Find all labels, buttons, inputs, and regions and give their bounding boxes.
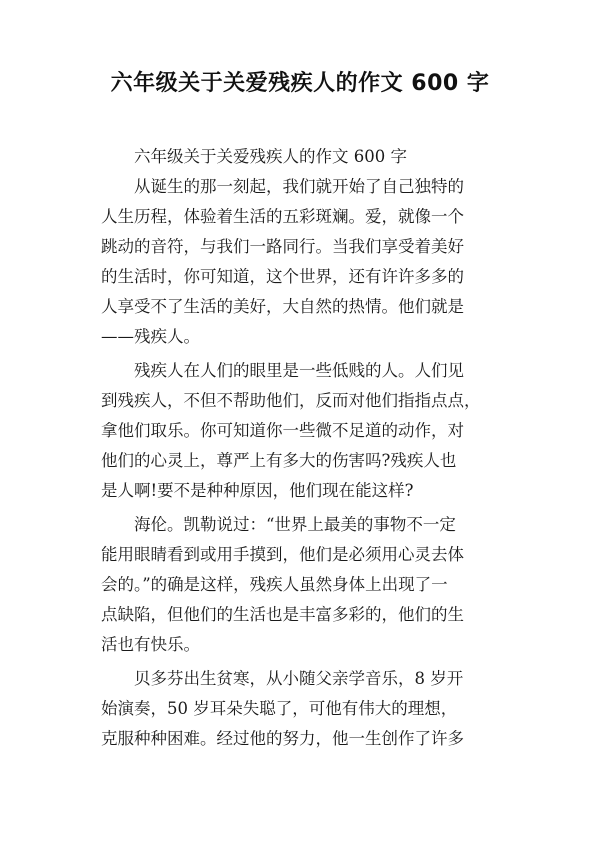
paragraph-line: 克服种种困难。经过他的努力，他一生创作了许多 xyxy=(101,729,464,748)
paragraph-line: 跳动的音符，与我们一路同行。当我们享受着美好 xyxy=(101,237,464,256)
paragraph-line: 的生活时，你可知道，这个世界，还有许许多多的 xyxy=(101,267,464,286)
paragraph-2 xyxy=(101,356,505,506)
document-title: 六年级关于关爱残疾人的作文 600 字 xyxy=(110,71,490,96)
paragraph-line: 贝多芬出生贫寒，从小随父亲学音乐，8 岁开 xyxy=(134,669,464,688)
paragraph-line: 从诞生的那一刻起，我们就开始了自己独特的 xyxy=(134,177,464,196)
paragraph-line: 他们的心灵上，尊严上有多大的伤害吗?残疾人也 xyxy=(101,451,457,470)
paragraph-line: 是人啊!要不是种种原因，他们现在能这样? xyxy=(101,481,414,500)
paragraph-line: 人享受不了生活的美好，大自然的热情。他们就是 xyxy=(101,297,464,316)
paragraph-line: 点缺陷，但他们的生活也是丰富多彩的，他们的生 xyxy=(101,605,464,624)
paragraph-4 xyxy=(101,664,505,754)
paragraph-3 xyxy=(101,510,505,660)
paragraph-line: 残疾人在人们的眼里是一些低贱的人。人们见 xyxy=(134,361,464,380)
paragraph-line: 活也有快乐。 xyxy=(101,635,200,654)
paragraph-line: 始演奏，50 岁耳朵失聪了，可他有伟大的理想， xyxy=(101,699,458,718)
paragraph-line: 到残疾人，不但不帮助他们，反而对他们指指点点， xyxy=(101,391,481,410)
paragraph-line: ——残疾人。 xyxy=(101,327,200,346)
paragraph-line: 人生历程，体验着生活的五彩斑斓。爱，就像一个 xyxy=(101,207,464,226)
document-subtitle: 六年级关于关爱残疾人的作文 600 字 xyxy=(134,147,407,166)
paragraph-line: 能用眼睛看到或用手摸到，他们是必须用心灵去体 xyxy=(101,545,464,564)
paragraph-line: 拿他们取乐。你可知道你一些微不足道的动作，对 xyxy=(101,421,464,440)
paragraph-line: 海伦。凯勒说过：“世界上最美的事物不一定 xyxy=(134,515,456,534)
document-body xyxy=(101,142,505,754)
paragraph-line: 会的。”的确是这样，残疾人虽然身体上出现了一 xyxy=(101,575,448,594)
paragraph-1 xyxy=(101,172,505,352)
